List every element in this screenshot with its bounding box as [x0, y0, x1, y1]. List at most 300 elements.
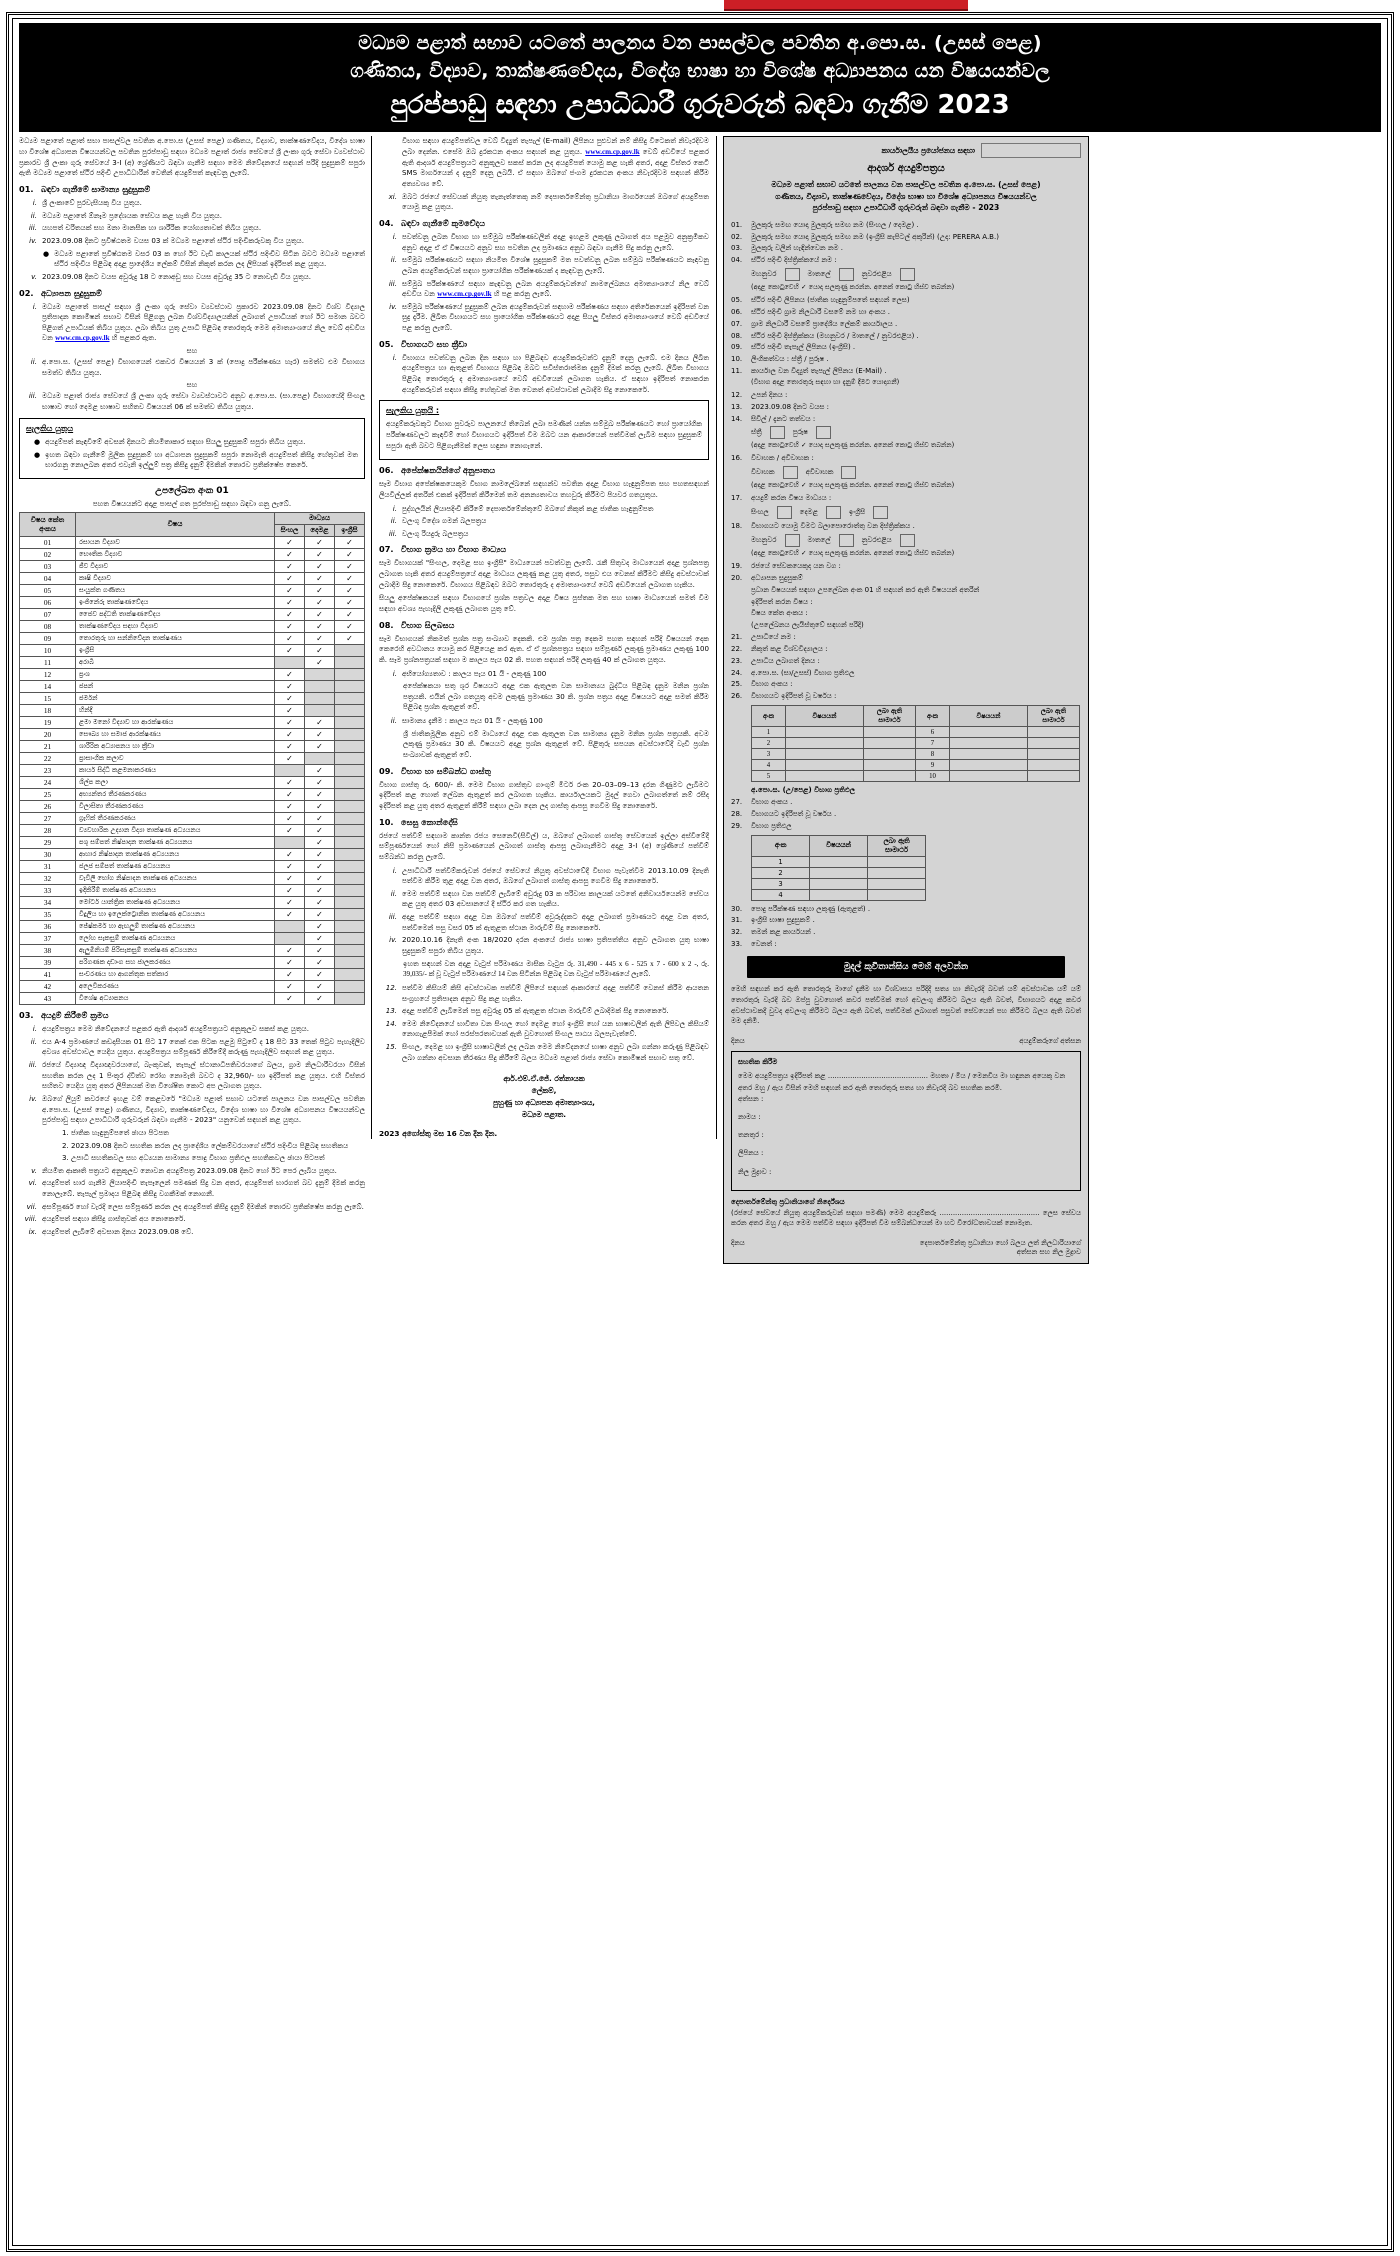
table-cell[interactable]: 2	[752, 738, 786, 749]
list-item	[379, 279, 709, 300]
field-label: තමන් කළ කාර්යයන් .	[751, 928, 816, 937]
cell-medium-english	[335, 801, 365, 813]
district-label-kandy: මහනුවර	[751, 270, 777, 279]
table-cell[interactable]	[868, 889, 926, 900]
item-number: iii.	[28, 223, 37, 233]
column-header: ලබා ඇති සාමාර්ථ	[1028, 706, 1080, 727]
cell-medium-english: ✓	[335, 537, 365, 549]
subject-submit-label: ඉදිරිපත් කරන විෂය :	[751, 597, 813, 606]
cell-medium-sinhala: ✓	[275, 537, 305, 549]
cell-subject-code: 03	[20, 561, 76, 573]
cell-subject-code: 41	[20, 969, 76, 981]
exam-district-checkbox-kandy[interactable]	[785, 534, 800, 547]
item-text	[402, 279, 709, 300]
form-field	[731, 390, 1081, 401]
table-cell[interactable]	[786, 727, 864, 738]
list-item	[379, 935, 709, 956]
table-row	[20, 921, 365, 933]
cell-medium-sinhala: ✓	[275, 861, 305, 873]
table-cell[interactable]: 1	[752, 856, 810, 867]
item-text: අදාළ පත්වීම් ලැබීමෙන් පසු අවුරුදු 05 ක් ඇතුළත ස්ථාන මාරුවීම් ලබාදීමක් සිදු නොකෙරේ.	[402, 1006, 669, 1016]
table-cell[interactable]	[864, 727, 916, 738]
section-08-title: විභාග සිලබසය	[401, 619, 455, 630]
page-banner	[19, 23, 1381, 132]
signatory-name: ආර්.එම්.ඒ.ජේ. රත්නායක	[503, 1074, 585, 1084]
dept-head-signature-row	[731, 1239, 1081, 1257]
cell-medium-sinhala: ✓	[275, 705, 305, 717]
table-cell[interactable]	[786, 738, 864, 749]
exam-district-checkbox-nuwaraeliya[interactable]	[900, 534, 915, 547]
cell-subject-name: ආහාර නිෂ්පාදන තාක්ෂණ අධ්‍යයනය	[76, 849, 275, 861]
cell-subject-name: අභ්‍යන්තර තීරණකරණය	[76, 789, 275, 801]
item-text: උපාධිධාරී පත්වීම්කරුවන් රජයේ සේවයේ නියුතු අවස්ථාවේදී විභාග පැවැත්වීම 2013.10.09 දිනැති පත්වීම කිරීම තුළ අදාළ වන අතර, ඔබගේ ලබාගත් ගාස්තු ආපසු ගෙවීම සිදු නොකෙරේ.	[402, 865, 709, 886]
list-item	[379, 302, 709, 334]
table-cell[interactable]	[810, 878, 868, 889]
item-number: iii.	[28, 391, 37, 401]
email-website-link[interactable]: www.cm.cp.gov.lk	[585, 148, 640, 157]
al-results-body	[752, 856, 926, 900]
field-label: 2023.09.08 දිනට වයස :	[751, 402, 830, 411]
field-number: 30.	[731, 904, 743, 913]
list-item	[379, 983, 709, 1004]
table-cell[interactable]: 3	[752, 749, 786, 760]
table-cell[interactable]	[810, 889, 868, 900]
table-row	[20, 993, 365, 1005]
cell-subject-code: 14	[20, 681, 76, 693]
table-cell[interactable]: 2	[752, 867, 810, 878]
salary-scale-text: ඉහත සඳහන් වන අදාළ වැටුප් පරිමාණය මාසික වැටුප රු. 31,490 - 445 x 6 - 525 x 7 - 600 x 2 -, රු. 39,035/- ක් වූ වැටුප් පරිමාණයේ 14 වන සිටින්න පිළිබඳ වන වැටුප් පරිමාණයේ ලැබේ.	[403, 959, 709, 979]
table-row	[20, 777, 365, 789]
banner-line-2: ගණිතය, විද්‍යාව, තාක්ෂණවේදය, විදේශ භාෂා හා විශේෂ අධ්‍යාපනය යන විෂයයන්වල	[350, 59, 1050, 82]
table-cell[interactable]	[810, 856, 868, 867]
table-cell[interactable]: 4	[752, 889, 810, 900]
cell-subject-name: ප්‍රංශ	[76, 669, 275, 681]
item-body: මධ්‍යම පළාතේ පාසල් සඳහා ශ්‍රී ලංකා ගුරු සේවා ව්‍යවස්ථාව ප්‍රකාරව 2023.09.08 දිනට විශ්ව විද්‍යාල ප්‍රතිපාදන කොමිෂන් සභාව විසින් පිළිගනු ලබන විශ්වවිද්‍යාලයකින් ලබාගත් උපාධියක් හෝ ඊට සමාන බවට පිළිගත් උපාධියක් තිබිය යුතුය. ලබා තිබිය යුතු උපාධි පිළිබඳ තොරතුරු මෙම අමාත්‍යාංශයේ නිල වෙබ් අඩවිය වන	[42, 301, 365, 343]
form-field	[731, 232, 1081, 243]
cell-medium-english	[335, 993, 365, 1005]
section-09-title: විභාග හා සම්බන්ධ ගාස්තු	[401, 765, 491, 776]
table-row	[20, 945, 365, 957]
cell-medium-tamil: ✓	[305, 825, 335, 837]
item-number	[43, 1153, 57, 1164]
th-subject-code: විෂය කේත අංකය	[20, 513, 76, 537]
cell-subject-name: කෘෂි විද්‍යාව	[76, 573, 275, 585]
table-row	[20, 885, 365, 897]
cell-medium-english	[335, 717, 365, 729]
cell-subject-code: 10	[20, 645, 76, 657]
item-text: එය A-4 ප්‍රමාණයේ කඩදාසියක 01 සිට 17 තෙක් එක පිටක පළමු පිටුවේ ද 18 සිට 33 තෙක් පිටුව පැහැදිලිව අවශ්‍ය අවස්ථාවල යෙදිය යුතුය. අයදුම්පත්‍රය සම්පූර්ණ කිරීමේදී කරුණු පැහැදිලිව සඳහන් කළ යුතුය.	[42, 1036, 365, 1057]
cell-subject-name: විදුලිය හා ඉලෙක්ට්‍රොනික තාක්ෂණ අධ්‍යයනය	[76, 909, 275, 921]
section-03-heading	[19, 1010, 365, 1021]
field-label: ස්ථිර පදිංචි දිස්ත්‍රික්කයේ නම :	[751, 256, 837, 265]
cell-medium-sinhala	[275, 837, 305, 849]
sex-checkbox-male[interactable]	[816, 426, 831, 439]
cell-medium-tamil: ✓	[305, 621, 335, 633]
receipt-paste-banner: මුදල් කුවිතාන්සිය මෙහි අලවන්න	[747, 956, 1065, 978]
th-medium: මාධ්‍යය	[275, 513, 365, 525]
cell-medium-english	[335, 873, 365, 885]
form-field	[731, 220, 1081, 231]
field-label: උපාධිය ලබාගත් දිනය :	[751, 656, 820, 665]
table-cell[interactable]: 7	[916, 738, 950, 749]
ol-results-table	[751, 705, 1080, 782]
conjunction-and-1: සහ	[186, 346, 198, 356]
cell-medium-tamil: ✓	[305, 981, 335, 993]
table-row	[752, 760, 1080, 771]
field-number: 23.	[731, 656, 743, 665]
cell-medium-tamil	[305, 693, 335, 705]
cell-medium-tamil	[305, 669, 335, 681]
item-number: iii.	[388, 912, 397, 922]
item-text: ශ්‍රී ලංකාවේ පුරවැසියකු විය යුතුය.	[42, 198, 142, 208]
field-number: 20.	[731, 573, 743, 582]
annex-title: උපලේඛන අංක 01	[155, 486, 229, 497]
form-field	[731, 243, 1081, 254]
form-field	[731, 331, 1081, 342]
top-red-stripe	[724, 0, 968, 11]
field-label: මුලකුරු සමඟ යොදා මුලකුරු සමඟ නම (ඉංග්‍රීසි කැපිටල් අකුරින්) (උදා: PERERA A.B.)	[751, 232, 999, 241]
field-label: උපන් දිනය :	[751, 390, 788, 399]
sex-checkbox-row	[751, 426, 1081, 439]
form-field	[731, 644, 1081, 655]
item-text: ඔබගේ ලියුම් කවරයේ ඉහළ වම් කෙළවරේ "මධ්‍යම පළාත් සභාව යටතේ පාලනය වන පාසල්වල පවතින අ.පො.ස. (උසස් පෙළ) ගණිතය, විද්‍යාව, තාක්ෂණවේදය, විදේශ භාෂා හා විශේෂ අධ්‍යාපනය විෂයයන්වල පුරප්පාඩු සඳහා උපාධිධාරී ගුරුවරුන් බඳවා ගැනීම - 2023" යනුවෙන් සඳහන් කළ යුතුය.	[42, 1093, 365, 1125]
table-cell[interactable]	[1028, 738, 1080, 749]
district-label-matale: මාතලේ	[807, 270, 831, 279]
field-label: කාර්යාල වන විද්‍යුත් තැපැල් ලිපිනය (E-Mail) .	[751, 367, 887, 376]
sex-checkbox-female[interactable]	[770, 426, 785, 439]
table-cell[interactable]	[864, 771, 916, 782]
table-row	[20, 813, 365, 825]
field-number: 32.	[731, 928, 743, 937]
table-cell[interactable]: 9	[916, 760, 950, 771]
field-number: 17.	[731, 494, 743, 503]
signatory-title-1: ලේකම්,	[531, 1086, 557, 1096]
form-field	[731, 521, 1081, 532]
office-use-input[interactable]	[981, 143, 1081, 158]
table-cell[interactable]	[950, 749, 1028, 760]
cell-medium-english: ✓	[335, 573, 365, 585]
field-number: 09.	[731, 343, 743, 352]
tick-hint-2: (අදාළ කොටුවෙහි ✓ යොදා සලකුණු කරන්න. අනෙක් කොටු හිස්ව තබන්න)	[751, 441, 955, 450]
section-03-number: 03.	[19, 1010, 34, 1021]
table-row	[20, 753, 365, 765]
item-text: 1. ජාතික හැඳුනුම්පතේ ඡායා පිටපත	[62, 1127, 169, 1137]
cell-medium-tamil: ✓	[305, 873, 335, 885]
district-checkbox-nuwaraeliya[interactable]	[900, 268, 915, 281]
field-label: මුලකුරු සමඟ යොදා මුලකුරු සමඟ නම (සිංහල / දෙමළ) .	[751, 220, 919, 229]
medium-checkbox-english[interactable]	[873, 506, 888, 519]
cell-medium-sinhala: ✓	[275, 669, 305, 681]
bullet-dot-icon: ●	[43, 249, 50, 258]
cell-subject-name: ඉංග්‍රීසි	[76, 645, 275, 657]
table-cell[interactable]: 5	[752, 771, 786, 782]
applicant-signature-label: අයදුම්කරුගේ අත්සන	[1019, 1037, 1081, 1046]
section-10-title: සෙසු කොන්දේසි	[401, 816, 458, 827]
list-item	[379, 716, 709, 727]
annex-subtitle: පහත විෂයයන්ට අදාළ පාසල් ගත පුරප්පාඩු සඳහා බඳවා ගනු ලැබේ.	[92, 499, 292, 509]
field-label: ලිංගිකත්වය : ස්ත්‍රී / පුරුෂ .	[751, 355, 829, 364]
district-checkbox-row	[751, 268, 1081, 281]
bullet-dot-icon: ●	[34, 450, 41, 459]
form-field	[731, 255, 1081, 266]
cell-medium-english	[335, 825, 365, 837]
cell-medium-tamil: ✓	[305, 801, 335, 813]
item-number	[43, 1141, 57, 1152]
signatory-block	[379, 1073, 709, 1120]
list-item	[19, 1202, 365, 1213]
cell-medium-sinhala: ✓	[275, 957, 305, 969]
item-tail: වෙබ් අඩවියේ පළකර ඇති ආදර්ශ අයදුම්පත්‍රයට අනුකූලව සකස් කරන ලද අයදුම්පත් යොමු කළ හැකි අතර, අදාළ විස්තර කෙටි SMS මාර්ගයෙන් ද දැනුම් දෙනු ලබයි. ඒ සඳහා ඔබගේ ජංගම දුරකථන අංකය නිවැරදිවම සඳහන් කිරීම අත්‍යවශ්‍ය වේ.	[402, 147, 709, 189]
signatory-title-3: මධ්‍යම පළාත.	[521, 1109, 567, 1119]
marital-checkbox-single[interactable]	[841, 466, 856, 479]
cell-medium-tamil: ✓	[305, 813, 335, 825]
form-heading-line-2: ගණිතය, විද්‍යාව, තාක්ෂණවේදය, විදේශ භාෂා හා විශේෂ අධ්‍යාපනය විෂයයන්වල	[775, 191, 1037, 201]
table-cell[interactable]	[950, 738, 1028, 749]
table-cell[interactable]	[810, 867, 868, 878]
item-number	[379, 136, 397, 189]
cell-subject-name: ලෝහ සැකසුම් තාක්ෂණ අධ්‍යයනය	[76, 933, 275, 945]
exam-district-checkbox-matale[interactable]	[839, 534, 854, 547]
table-cell[interactable]: 4	[752, 760, 786, 771]
district-checkbox-matale[interactable]	[839, 268, 854, 281]
cell-medium-sinhala: ✓	[275, 981, 305, 993]
table-cell[interactable]	[868, 867, 926, 878]
table-cell[interactable]: 10	[916, 771, 950, 782]
district-label-nuwaraeliya: නුවරඑළිය	[861, 270, 892, 279]
table-row	[20, 585, 365, 597]
list-item	[19, 272, 365, 283]
cell-medium-sinhala: ✓	[275, 633, 305, 645]
cell-subject-code: 18	[20, 705, 76, 717]
subject-instruction: ප්‍රධාන විෂයයන් සඳහා උපලේඛන අංක 01 හි සඳහන් කර ඇති විෂයයන් අතරින්	[751, 585, 980, 594]
cell-subject-code: 28	[20, 825, 76, 837]
cell-subject-code: 04	[20, 573, 76, 585]
cell-subject-name: තාක්ෂණවේදය සඳහා විද්‍යාව	[76, 621, 275, 633]
list-item	[19, 1166, 365, 1177]
table-cell[interactable]	[1028, 771, 1080, 782]
field-label: විභාග අංකය .	[751, 797, 793, 806]
field-label: සිවිල් / දැනට තත්වය :	[751, 414, 816, 423]
field-number: 08.	[731, 331, 743, 340]
ol-results-header-row	[752, 706, 1080, 727]
table-cell[interactable]	[1028, 749, 1080, 760]
content-columns	[19, 136, 1381, 1264]
table-cell[interactable]	[1028, 760, 1080, 771]
item-number: ii.	[390, 255, 397, 265]
form-heading-line-3: පුරප්පාඩු සඳහා උපාධිධාරී ගුරුවරුන් බඳවා ගැනීම - 2023	[812, 203, 1000, 213]
cell-medium-sinhala: ✓	[275, 693, 305, 705]
item-number: v.	[31, 271, 37, 281]
cell-medium-english: ✓	[335, 609, 365, 621]
table-row	[20, 897, 365, 909]
section-03-items	[19, 1024, 365, 1238]
cell-subject-name: මෝටර් යාන්ත්‍රික තාක්ෂණ අධ්‍යයනය	[76, 897, 275, 909]
results-website-link[interactable]: www.cm.cp.gov.lk	[437, 290, 492, 299]
signatory-title-2: පුහුණු හා අධ්‍යාපන අමාත්‍යාංශය,	[493, 1098, 595, 1108]
item-text: මෙම පත්වීම් සඳහා වන පත්වීම් ලැබීමේ අවුරුදු 03 ක පරිවාස කාලයක් යටතේ අනිවාර්යයෙන්ම සේවය කළ යුතු අතර 03 අවසානයේ දී ස්ථිර කර ගත හැකිය.	[402, 888, 709, 909]
section-04-heading	[379, 218, 709, 229]
cell-subject-code: 42	[20, 981, 76, 993]
cell-medium-sinhala: ✓	[275, 909, 305, 921]
table-cell[interactable]: 1	[752, 727, 786, 738]
section-06-title: අපේක්ෂකයින්ගේ අනුපාතය	[401, 465, 496, 476]
dept-head-section	[731, 1197, 1081, 1230]
al-results-header-row	[752, 835, 926, 856]
table-row	[20, 669, 365, 681]
cell-subject-name: ජෛව පද්ධති තාක්ෂණවේදය	[76, 609, 275, 621]
section-09-body: විභාග ගාස්තු රු. 600/- කි. මෙම විභාග ගාස්තුව ගාංගුම් මීටර් රංක 20–03–09–13 දරන ගිණුමට ලැබීමට ඉදිරිපත් කළ හොත් ලේඛන ඇතුළත් කර ලබාගත හැකිය. කාර්යාලයකට මුදල් ගෙවා ලබාගත්තේ නම් රසීද ඉදිරිපත් කළ යුතු අතර ඇතුළත් කිරීම් සඳහා ලබා දෙන ලද ගාස්තු ආපසු ගෙවීම සිදු නොකෙරේ.	[379, 779, 709, 810]
field-number: 02.	[731, 232, 743, 241]
list-item	[379, 504, 709, 515]
item-number: ii.	[30, 1036, 37, 1046]
list-item	[379, 529, 709, 540]
field-number: 29.	[731, 821, 743, 830]
table-cell[interactable]	[868, 878, 926, 889]
item-number: iii.	[388, 278, 397, 288]
table-cell[interactable]	[950, 727, 1028, 738]
cell-medium-english	[335, 981, 365, 993]
cell-medium-english	[335, 645, 365, 657]
item-number: v.	[31, 1165, 37, 1175]
table-cell[interactable]: 3	[752, 878, 810, 889]
cell-subject-name: හින්දි	[76, 705, 275, 717]
field-number: 25.	[731, 680, 743, 689]
form-field	[731, 809, 1081, 820]
field-label: පොදු පරීක්ෂණ සඳහා ලකුණු (ඇතුළත්) .	[751, 904, 871, 913]
table-cell[interactable]: 6	[916, 727, 950, 738]
section-10-number: 10.	[379, 816, 394, 827]
cell-medium-sinhala: ✓	[275, 873, 305, 885]
cell-subject-name: අරාබි	[76, 657, 275, 669]
item-number: 15.	[385, 1042, 397, 1052]
table-cell[interactable]: 8	[916, 749, 950, 760]
item-number: i.	[32, 1024, 37, 1034]
ministry-website-link[interactable]: www.cm.cp.gov.lk	[55, 334, 110, 343]
certification-box	[731, 1051, 1081, 1191]
medium-checkbox-tamil[interactable]	[826, 506, 841, 519]
table-cell[interactable]	[868, 856, 926, 867]
list-item	[379, 912, 709, 933]
cell-subject-code: 43	[20, 993, 76, 1005]
list-item	[43, 1153, 365, 1164]
list-item	[19, 198, 365, 209]
cell-subject-code: 02	[20, 549, 76, 561]
certification-title: සහතික කිරීම	[738, 1058, 778, 1067]
cell-subject-name: විලාසිතා තීරණකරණය	[76, 801, 275, 813]
note-box-title: සැලකිය යුතුය	[26, 423, 74, 433]
cell-subject-name: පරිගණක දෘඩාංග සහ ජාලකරණය	[76, 957, 275, 969]
item-text: අ.පො.ස. (උසස් පෙළ) විභාගයෙන් එකවර විෂයයන් 3 ක් (පොදු පරීක්ෂණය හැර) සමත්ව එම විභාගය සමත්ව තිබිය යුතුය.	[42, 357, 365, 377]
table-cell[interactable]	[864, 749, 916, 760]
table-row	[752, 727, 1080, 738]
cell-medium-sinhala	[275, 921, 305, 933]
table-row	[20, 969, 365, 981]
table-cell[interactable]	[786, 749, 864, 760]
medium-label-sinhala: සිංහල	[751, 508, 769, 517]
cell-medium-sinhala: ✓	[275, 885, 305, 897]
cell-medium-tamil: ✓	[305, 849, 335, 861]
medium-checkbox-sinhala[interactable]	[777, 506, 792, 519]
cell-medium-english	[335, 849, 365, 861]
cell-subject-name: ඉදිකිරීම් තාක්ෂණ අධ්‍යයනය	[76, 885, 275, 897]
table-row	[20, 789, 365, 801]
item-number: i.	[392, 352, 397, 362]
table-row	[20, 873, 365, 885]
office-use-label: කාර්යාලයීය ප්‍රයෝජනය සඳහා	[881, 145, 975, 155]
table-cell[interactable]	[864, 738, 916, 749]
table-row	[20, 741, 365, 753]
list-item	[379, 866, 709, 887]
field-label: ස්ථිර පදිංචි තැපැල් ලිපිනය (ඉංග්‍රීසි) .	[751, 343, 856, 352]
table-cell[interactable]	[786, 771, 864, 782]
item-number: i.	[32, 301, 37, 311]
item-tail: හි පළකර ඇත.	[111, 333, 157, 343]
item-text: අදාළ පත්වීම් සඳහා අදාළ වන ඔබගේ පත්වීම් අවුරුද්දකට අදාළ ලබාගත් ප්‍රමාණයට අදාළ වන අතර, පත්වීමෙන් පසු වසර 05 ක් ඇතුළත ස්ථාන මාරුවීම් සිදු නොකෙරේ.	[402, 912, 709, 932]
cell-medium-sinhala: ✓	[275, 561, 305, 573]
certification-body: මෙම අයදුම්පත්‍රය ඉදිරිපත් කළ ............................................. මහතා / මිය / මෙනවිය මා හඳුනන අයෙකු වන අතර ඔහු / ඇය විසින් මෙහි සඳහන් කර ඇති තොරතුරු සත්‍ය හා නිවැරදි බව සහතික කරමි.	[738, 1072, 1066, 1092]
form-field	[731, 679, 1081, 690]
medium-label-english: ඉංග්‍රීසි	[848, 508, 866, 517]
list-item	[43, 1141, 365, 1152]
table-cell[interactable]	[1028, 727, 1080, 738]
notice-date: 2023 අගෝස්තු මස 16 වන දින දින.	[379, 1128, 498, 1138]
applicant-signature-row	[731, 1037, 1081, 1046]
declaration-text: මෙහි සඳහන් කර ඇති තොරතුරු මාගේ දැනීම හා විශ්වාසය පරිදිදී සත්‍ය හා නිවැරදි බවත් යම් අවස්ථාවක යම් යම් තොරතුරු වැරදි බව ඔප්පු වුවහොත් කවර පත්වීමක් හෝ අවලංගු කිරීමට බලය ඇති බවත්, විභාගයට අදාළ කවර අවස්ථාවකදී වුවද අවලංගු කිරීමට බලය ඇති බවත්, පත්වීමක් ලබාගත් පසුවත් සේවයෙන් පහ කිරීමට බලය ඇති බවත් මම දනිමි.	[731, 984, 1081, 1026]
cell-medium-sinhala: ✓	[275, 969, 305, 981]
form-title: ආදර්ශ අයදුම්පත්‍රය	[867, 163, 945, 175]
field-label: විභාගයට ඉදිරිපත් වූ වර්ෂය :	[751, 692, 837, 701]
list-item	[379, 353, 709, 396]
item-number: xi.	[388, 191, 397, 201]
cert-field: නිල මුද්‍රාව :	[738, 1167, 772, 1176]
list-item	[19, 223, 365, 234]
cell-medium-tamil	[305, 753, 335, 765]
cell-medium-english	[335, 789, 365, 801]
field-label: ස්ථිර පදිංචි ලිපිනය (ජාතික හැඳුනුම්පතේ සඳහන් ලෙස)	[751, 296, 910, 305]
bullet-dot-icon: ●	[34, 437, 41, 446]
field-label: ස්ථිර පදිංචි ග්‍රාම නිලධාරී වසමේ නම හා අංකය .	[751, 307, 890, 316]
list-item	[19, 1214, 365, 1225]
district-checkbox-kandy[interactable]	[785, 268, 800, 281]
table-row	[20, 537, 365, 549]
cell-medium-english: ✓	[335, 633, 365, 645]
section-07-more: සියලු අපේක්ෂකයන් සඳහා විභාගයේ ප්‍රශ්න පත්‍රවල අදාළ විෂය පුස්තක මත සහ භාෂා මාධ්‍යයෙන් සමත් වීම සඳහා අවශ්‍ය පැහැදිලි ලකුණු ලබාගත යුතු වේ.	[379, 593, 709, 613]
cell-subject-name: ජීව විද්‍යාව	[76, 561, 275, 573]
item-text: යහපත් චරිතයක් සහ මනා මානසික හා ශාරීරික යෝග්‍යතාවක් තිබිය යුතුය.	[42, 223, 262, 233]
cell-subject-name: සංයුක්ත ගණිතය	[76, 585, 275, 597]
th-medium-tamil: දෙමළ	[305, 525, 335, 537]
table-cell[interactable]	[950, 760, 1028, 771]
form-field	[731, 493, 1081, 504]
section-05-title: විභාගයට සහ ක්‍රීඩා	[401, 338, 468, 349]
subject-code-label: විෂය කේත අංකය :	[751, 609, 808, 618]
marital-checkbox-married[interactable]	[783, 466, 798, 479]
cell-medium-english	[335, 705, 365, 717]
form-field	[731, 668, 1081, 679]
table-cell[interactable]	[786, 760, 864, 771]
item-number: iii.	[388, 528, 397, 538]
table-row	[752, 738, 1080, 749]
table-cell[interactable]	[950, 771, 1028, 782]
cell-medium-tamil: ✓	[305, 537, 335, 549]
table-cell[interactable]	[864, 760, 916, 771]
cell-medium-tamil: ✓	[305, 861, 335, 873]
cell-medium-sinhala: ✓	[275, 945, 305, 957]
table-row	[752, 878, 926, 889]
tick-hint-4: (අදාළ කොටුවෙහි ✓ යොදා සලකුණු කරන්න. අනෙක් කොටු හිස්ව තබන්න)	[751, 549, 955, 557]
dept-head-body: (රජයේ සේවයේ නියුතු අයදුම්කරුවන් සඳහා පමණි) මෙම අයදුම්කරු ............................................. ලෙස සේවය කරන අතර ඔහු / ඇය මෙම පත්වීම සඳහා ඉදිරිපත් වීම සම්බන්ධයෙන් මා හට විරෝධතාවයක් නොමැත.	[731, 1208, 1081, 1228]
cert-field: ලිපිනය :	[738, 1149, 764, 1158]
